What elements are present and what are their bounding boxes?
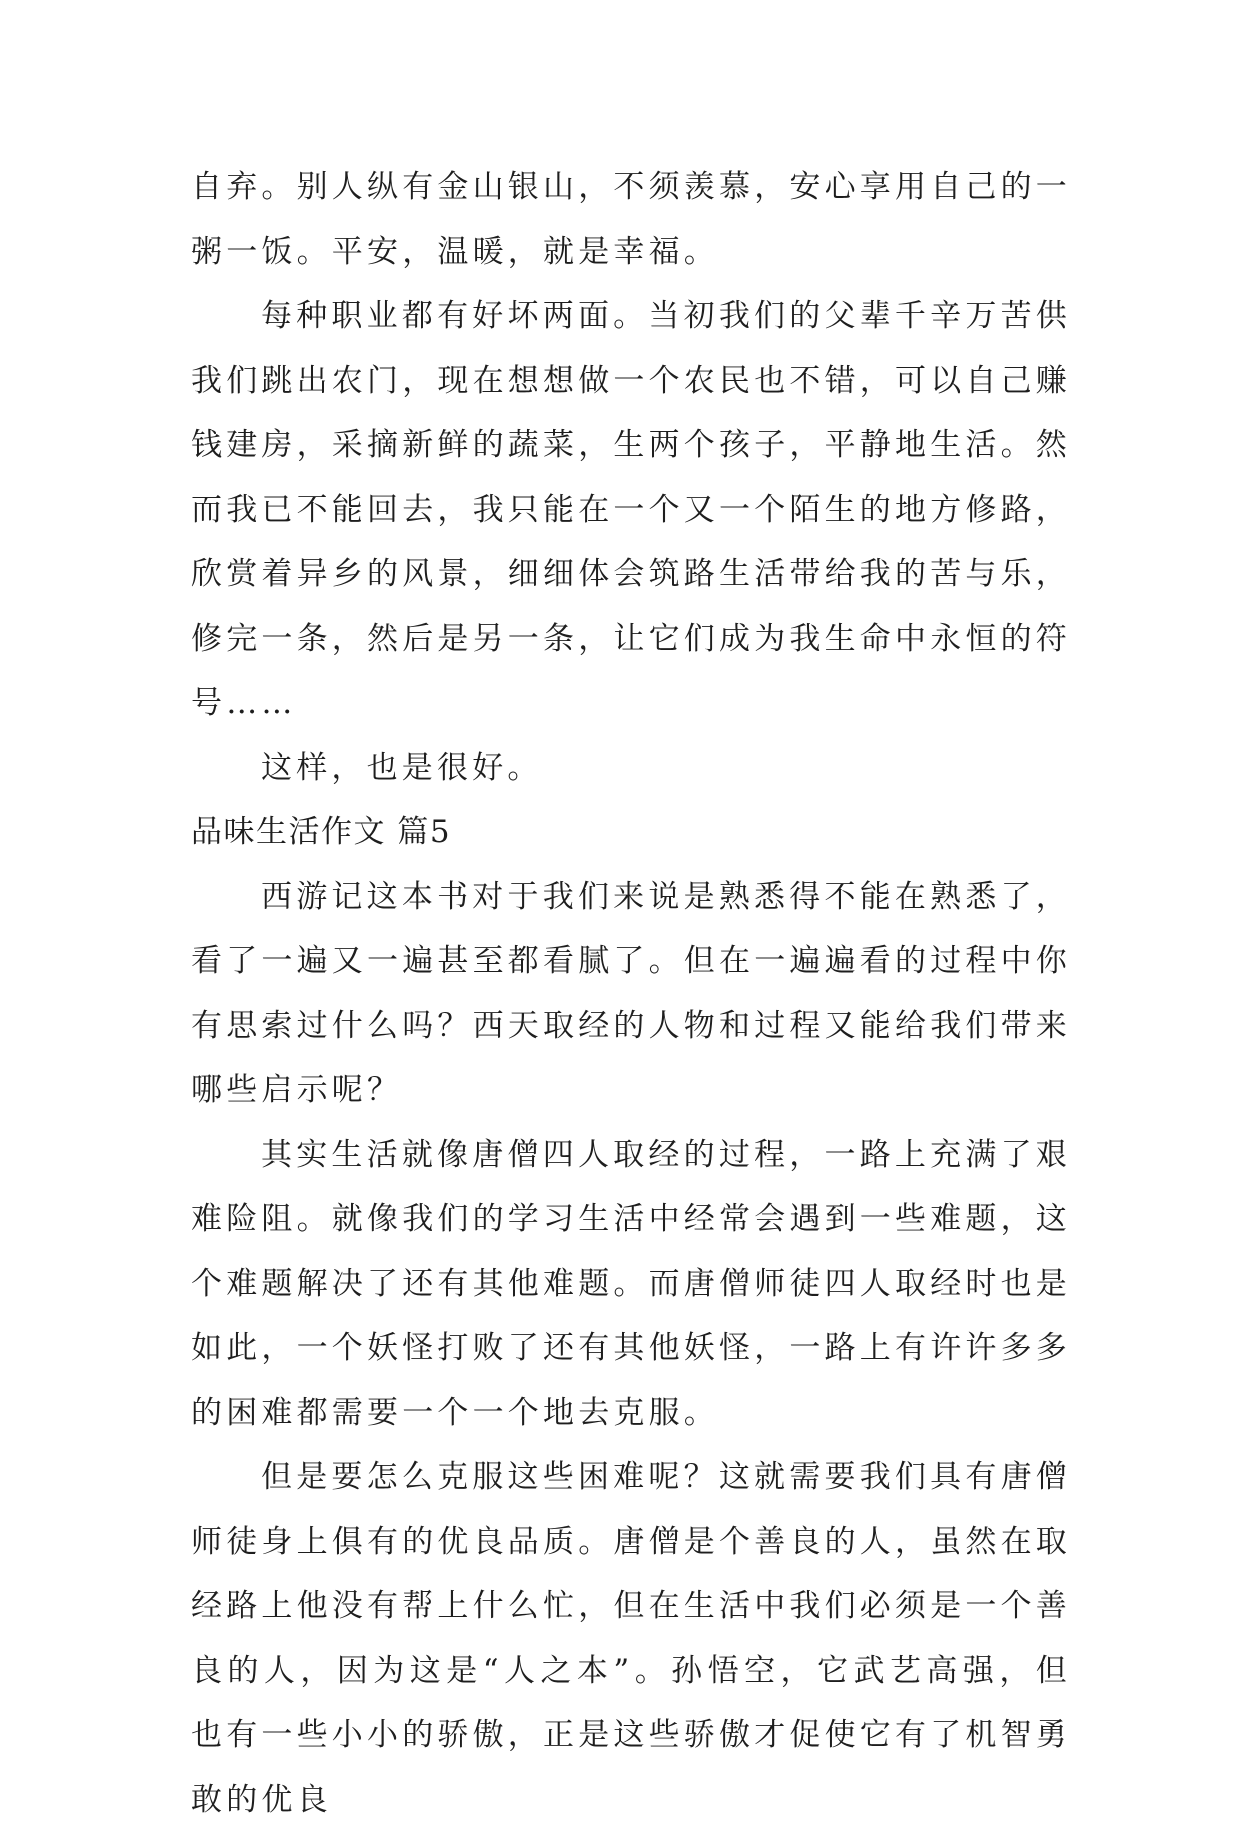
paragraph-career: 每种职业都有好坏两面。当初我们的父辈千辛万苦供我们跳出农门，现在想想做一个农民也不错，可以自己赚钱建房，采摘新鲜的蔬菜，生两个孩子，平静地生活。然而我已不能回去，我只能在一个又一个陌生的地方修路，欣赏着异乡的风景，细细体会筑路生活带给我的苦与乐，修完一条，然后是另一条，让它们成为我生命中永恒的符号…… (191, 298, 1071, 721)
paragraph-life: 其实生活就像唐僧四人取经的过程，一路上充满了艰难险阻。就像我们的学习生活中经常会遇到一些难题，这个难题解决了还有其他难题。而唐僧师徒四人取经时也是如此，一个妖怪打败了还有其他妖怪，一路上有许许多多的困难都需要一个一个地去克服。 (191, 1136, 1071, 1431)
paragraph-virtue: 但是要怎么克服这些困难呢？这就需要我们具有唐僧师徒身上俱有的优良品质。唐僧是个善良的人，虽然在取经路上他没有帮上什么忙，但在生活中我们必须是一个善良的人，因为这是“人之本”。孙悟空，它武艺高强，但也有一些小小的骄傲，正是这些骄傲才促使它有了机智勇敢的优良 (191, 1459, 1071, 1818)
section-heading: 品味生活作文 篇5 (191, 814, 452, 850)
paragraph-good: 这样，也是很好。 (261, 749, 543, 786)
paragraph-journey: 西游记这本书对于我们来说是熟悉得不能在熟悉了，看了一遍又一遍甚至都看腻了。但在一遍遍看的过程中你有思索过什么吗？西天取经的人物和过程又能给我们带来哪些启示呢？ (191, 878, 1071, 1108)
paragraph-continuation: 自弃。别人纵有金山银山，不须羡慕，安心享用自己的一粥一饭。平安，温暖，就是幸福。 (191, 169, 1071, 270)
document-body (191, 155, 1071, 1832)
